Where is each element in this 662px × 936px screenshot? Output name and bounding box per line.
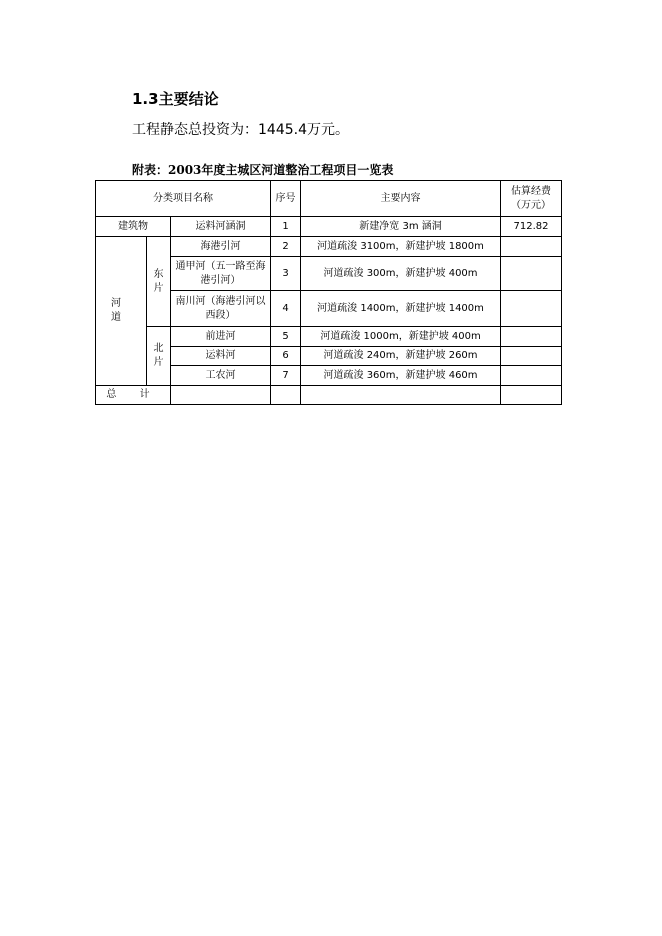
- project-name: 南川河（海港引河以西段）: [171, 291, 271, 327]
- project-name: 工农河: [171, 366, 271, 386]
- header-category: 分类项目名称: [96, 181, 271, 217]
- project-content: 新建净宽 3m 涵洞: [301, 217, 501, 237]
- project-cost: [501, 347, 562, 366]
- total-label: 总 计: [96, 386, 171, 405]
- header-seq: 序号: [271, 181, 301, 217]
- project-content: 河道疏浚 300m，新建护坡 400m: [301, 257, 501, 291]
- total-cost: [501, 386, 562, 405]
- table-row: [96, 327, 562, 347]
- project-content: 河道疏浚 1000m，新建护坡 400m: [301, 327, 501, 347]
- project-seq: 5: [271, 327, 301, 347]
- project-cost: [501, 237, 562, 257]
- building-category: 建筑物: [96, 217, 171, 237]
- project-seq: 3: [271, 257, 301, 291]
- section-heading: 1.3主要结论: [132, 90, 219, 108]
- total-seq: [271, 386, 301, 405]
- project-seq: 4: [271, 291, 301, 327]
- table-caption: 附表：2003年度主城区河道整治工程项目一览表: [132, 163, 394, 177]
- project-seq: 2: [271, 237, 301, 257]
- project-cost: [501, 327, 562, 347]
- project-cost: [501, 291, 562, 327]
- project-name: 海港引河: [171, 237, 271, 257]
- total-name: [171, 386, 271, 405]
- project-seq: 1: [271, 217, 301, 237]
- project-name: 运料河: [171, 347, 271, 366]
- project-cost: [501, 366, 562, 386]
- project-content: 河道疏浚 360m，新建护坡 460m: [301, 366, 501, 386]
- total-content: [301, 386, 501, 405]
- project-table: [95, 180, 562, 405]
- project-content: 河道疏浚 3100m，新建护坡 1800m: [301, 237, 501, 257]
- project-name: 通甲河（五一路至海港引河）: [171, 257, 271, 291]
- project-cost: [501, 257, 562, 291]
- project-content: 河道疏浚 1400m，新建护坡 1400m: [301, 291, 501, 327]
- header-content: 主要内容: [301, 181, 501, 217]
- project-cost: 712.82: [501, 217, 562, 237]
- river-group-label: 河 道: [96, 237, 147, 386]
- project-content: 河道疏浚 240m，新建护坡 260m: [301, 347, 501, 366]
- investment-paragraph: 工程静态总投资为：1445.4万元。: [132, 122, 349, 138]
- table-header-row: [96, 181, 562, 217]
- project-name: 运料河涵洞: [171, 217, 271, 237]
- north-group-label: 北片: [147, 327, 171, 386]
- east-group-label: 东片: [147, 237, 171, 327]
- header-cost: 估算经费（万元）: [501, 181, 562, 217]
- project-name: 前进河: [171, 327, 271, 347]
- project-seq: 7: [271, 366, 301, 386]
- table-total-row: [96, 386, 562, 405]
- table-row: [96, 217, 562, 237]
- table-row: [96, 237, 562, 257]
- project-seq: 6: [271, 347, 301, 366]
